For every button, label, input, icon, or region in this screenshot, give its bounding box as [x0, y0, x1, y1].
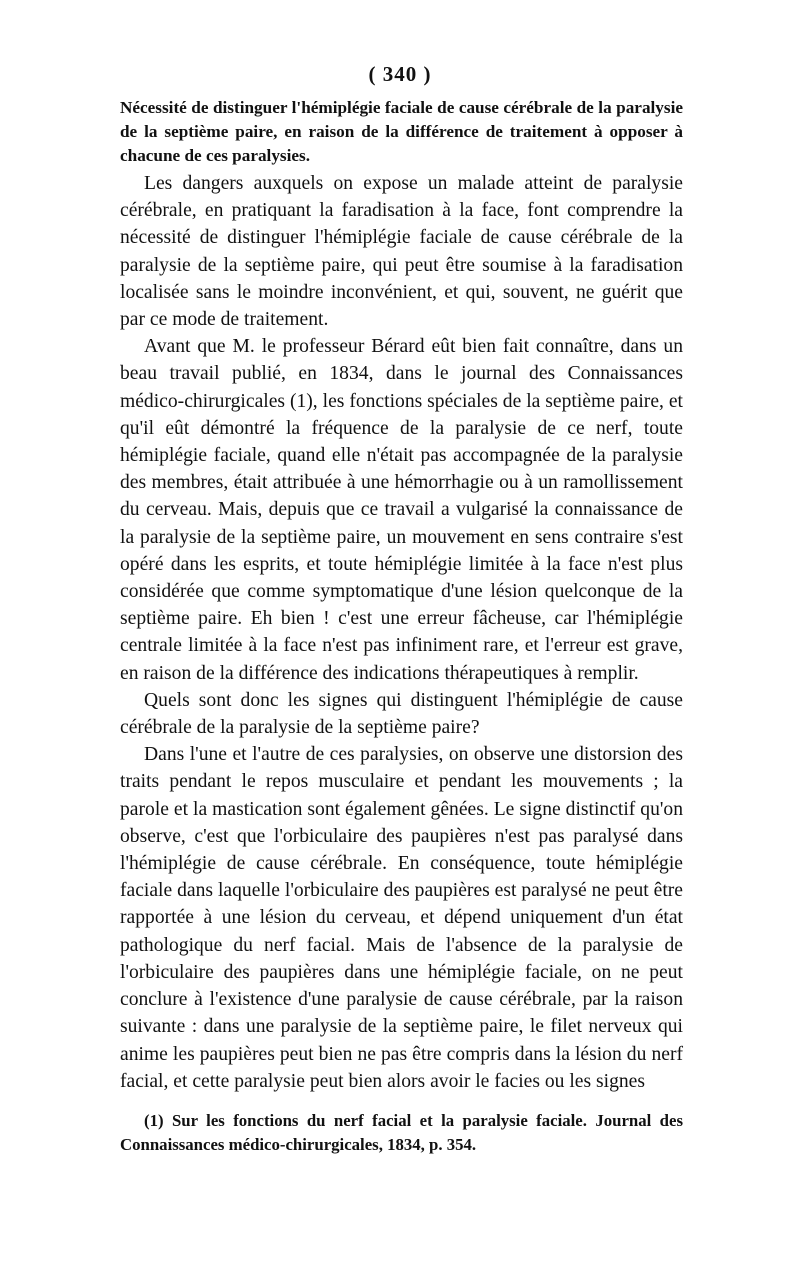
- paragraph: Dans l'une et l'autre de ces paralysies, on observe une distorsion des traits pendant le repos musculaire et pendant les mouvements ; la parole et la mastication sont également gênées. Le signe distinctif qu'on observe, c'est que l'orbiculaire des paupières n'est pas paralysé dans l'hémiplégie de cause cérébrale. En conséquence, toute hémiplégie faciale dans laquelle l'orbiculaire des paupières est paralysé ne peut être rapportée à une lésion du cerveau, et dépend uniquement d'un état pathologique du nerf facial. Mais de l'absence de la paralysie de l'orbiculaire des paupières dans une hémiplégie faciale, on ne peut conclure à l'existence d'une paralysie de cause cérébrale, par la raison suivante : dans une paralysie de la septième paire, le filet nerveux qui anime les paupières peut bien ne pas être compris dans la lésion du nerf facial, et cette paralysie peut bien alors avoir le facies ou les signes: [120, 744, 683, 1092]
- main-text: [120, 170, 683, 1095]
- chapter-summary: Nécessité de distinguer l'hémiplégie faciale de cause cérébrale de la paralysie de la septième paire, en raison de la différence de traitement à opposer à chacune de ces paralysies.: [120, 98, 683, 165]
- paragraph: Les dangers auxquels on expose un malade atteint de paralysie cérébrale, en pratiquant la faradisation à la face, font comprendre la nécessité de distinguer l'hémiplégie faciale de cause cérébrale de la paralysie de la septième paire, qui peut être soumise à la faradisation localisée sans le moindre inconvénient, et qui, souvent, ne guérit que par ce mode de traitement.: [120, 173, 683, 331]
- page-number: ( 340 ): [368, 62, 432, 86]
- paragraph: Quels sont donc les signes qui distinguent l'hémiplégie de cause cérébrale de la paralysie de la septième paire?: [120, 689, 683, 739]
- paragraph: Avant que M. le professeur Bérard eût bien fait connaître, dans un beau travail publié, en 1834, dans le journal des Connaissances médico-chirurgicales (1), les fonctions spéciales de la septième paire, et qu'il eût démontré la fréquence de la paralysie de ce nerf, toute hémiplégie faciale, quand elle n'était pas accompagnée de la paralysie des membres, était attribuée à une hémorrhagie ou à un ramollissement du cerveau. Mais, depuis que ce travail a vulgarisé la connaissance de la paralysie de la septième paire, un mouvement en sens contraire s'est opéré dans les esprits, et toute hémiplégie limitée à la face n'est plus considérée que comme symptomatique d'une lésion quelconque de la septième paire. Eh bien ! c'est une erreur fâcheuse, car l'hémiplégie centrale limitée à la face n'est pas infiniment rare, et l'erreur est grave, en raison de la différence des indications thérapeutiques à remplir.: [120, 336, 683, 684]
- footnote: [120, 1109, 683, 1157]
- footnote-text: (1) Sur les fonctions du nerf facial et la paralysie faciale. Journal des Connaissances médico-chirurgicales, 1834, p. 354.: [120, 1111, 683, 1154]
